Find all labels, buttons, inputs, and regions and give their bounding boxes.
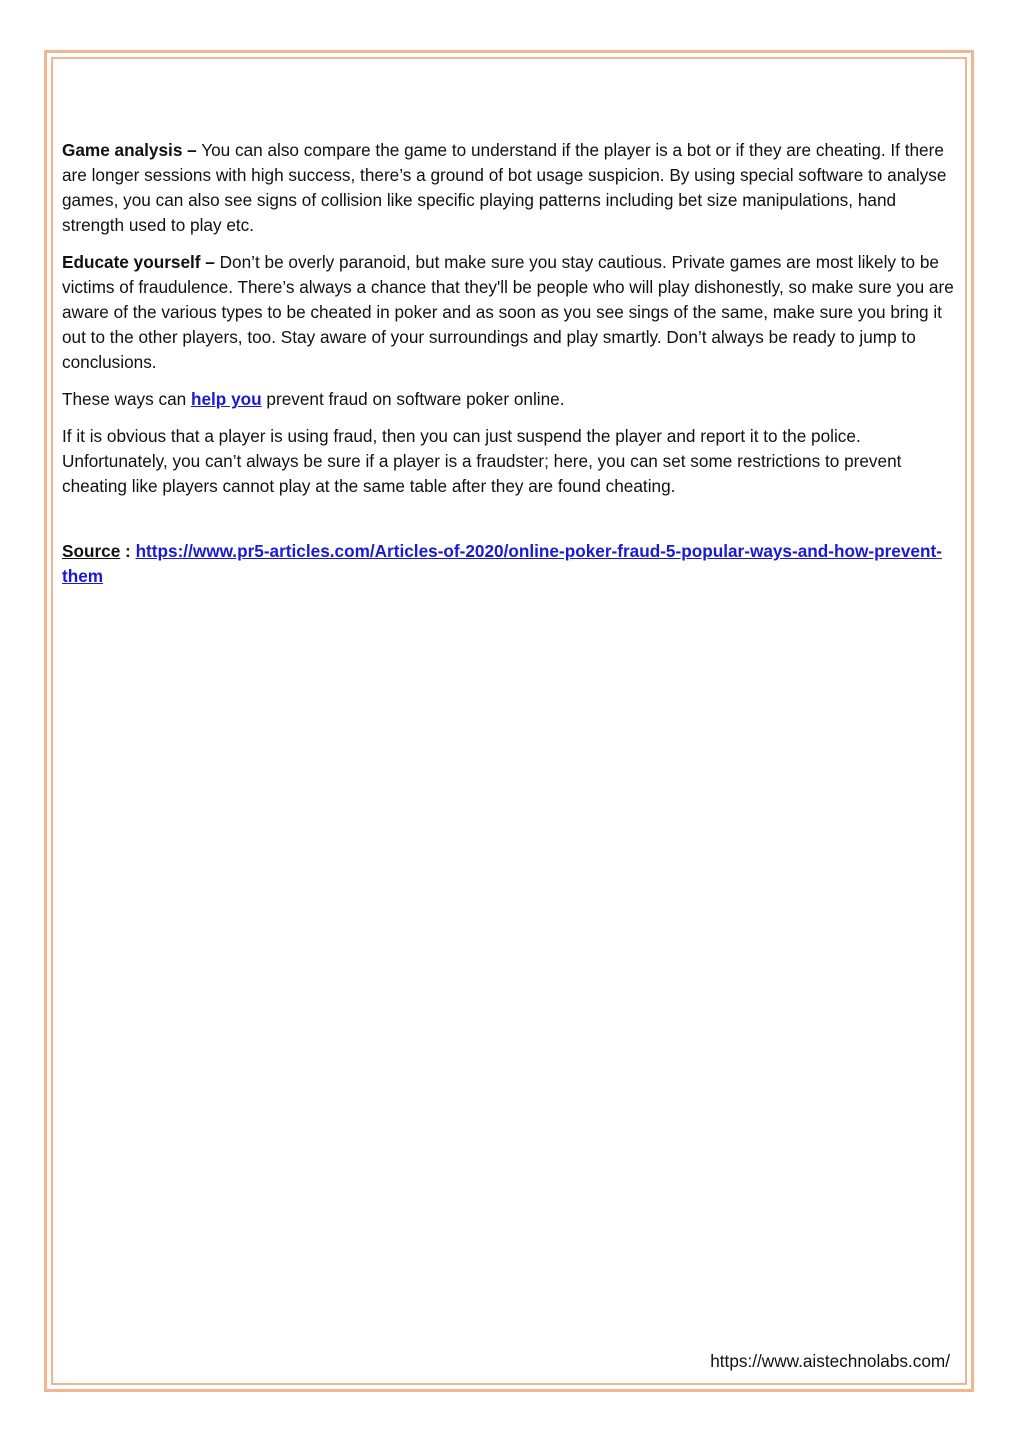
source-separator: :: [120, 541, 136, 561]
source-link[interactable]: https://www.pr5-articles.com/Articles-of-2020/online-poker-fraud-5-popular-ways-and-how-prevent-them: [62, 541, 942, 586]
paragraph-fraud-report: [62, 424, 962, 499]
paragraph-educate-yourself: [62, 250, 962, 375]
paragraph-game-analysis: [62, 138, 962, 238]
paragraph-these-ways: [62, 387, 962, 412]
heading-game-analysis: Game analysis –: [62, 140, 197, 160]
heading-educate-yourself: Educate yourself –: [62, 252, 215, 272]
text-fraud-report: If it is obvious that a player is using fraud, then you can just suspend the player and report it to the police. Unfortunately, you can’t always be sure if a player is a fraudster; here, you can set some restrictions to prevent cheating like players cannot play at the same table after they are found cheating.: [62, 426, 902, 496]
help-you-link[interactable]: help you: [190, 389, 262, 409]
text-these-ways-before: These ways can: [62, 389, 191, 409]
source-label: Source: [62, 541, 121, 561]
document-body: [62, 138, 962, 601]
source-line: [62, 539, 962, 589]
text-these-ways-after: prevent fraud on software poker online.: [261, 389, 565, 409]
footer-url: https://www.aistechnolabs.com/: [710, 1351, 950, 1371]
text-educate-yourself: Don’t be overly paranoid, but make sure you stay cautious. Private games are most likely to be victims of fraudulence. There’s always a chance that they'll be people who will play dishonestly, so make sure you are aware of the various types to be cheated in poker and as soon as you see sings of the same, make sure you bring it out to the other players, too. Stay aware of your surroundings and play smartly. Don’t always be ready to jump to conclusions.: [62, 252, 954, 372]
text-game-analysis: You can also compare the game to understand if the player is a bot or if they are cheating. If there are longer sessions with high success, there’s a ground of bot usage suspicion. By using special software to analyse games, you can also see signs of collision like specific playing patterns including bet size manipulations, hand strength used to play etc.: [62, 140, 947, 235]
